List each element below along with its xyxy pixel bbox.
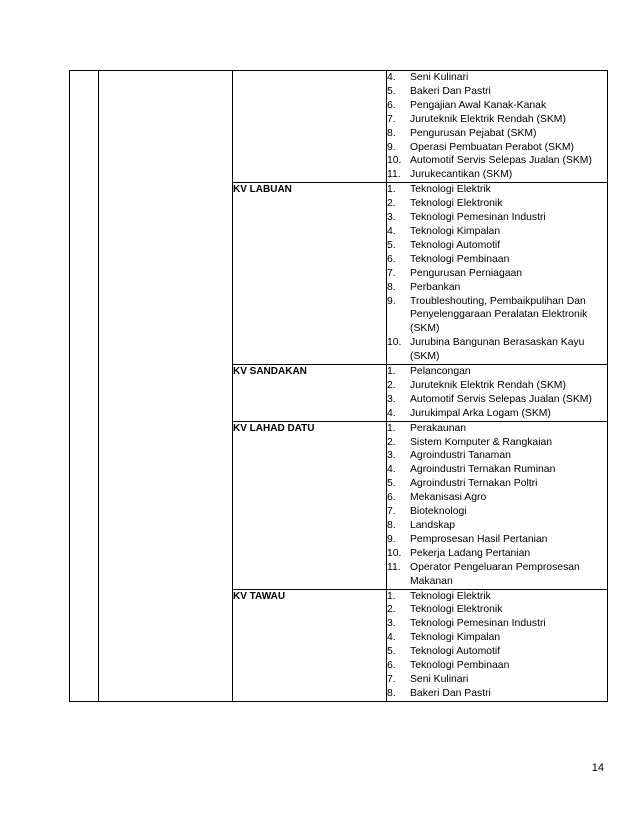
list-item (387, 365, 607, 379)
item-number: 2. (387, 379, 396, 391)
program-name: Seni Kulinari (410, 72, 469, 83)
list-item (387, 127, 607, 141)
list-item (387, 393, 607, 407)
program-name: Operator Pengeluaran Pemprosesan Makanan (410, 561, 580, 587)
item-number: 6. (387, 99, 396, 111)
list-item (387, 505, 607, 519)
list-item (387, 267, 607, 281)
program-name: Agroindustri Ternakan Ruminan (410, 464, 556, 476)
list-item (387, 239, 607, 253)
program-name: Bakeri Dan Pastri (410, 85, 491, 97)
index-column (70, 71, 99, 702)
program-name: Sistem Komputer & Rangkaian (410, 436, 553, 448)
program-list-cell (387, 365, 608, 422)
program-name: Teknologi Automotif (410, 646, 501, 658)
program-name: Juruteknik Elektrik Rendah (SKM) (410, 379, 566, 391)
list-item (387, 547, 607, 561)
item-number: 5. (387, 478, 396, 490)
program-name: Jurubina Bangunan Berasaskan Kayu (SKM) (410, 337, 585, 363)
program-name: Teknologi Pemesinan Industri (410, 618, 546, 630)
program-name: Perakaunan (410, 422, 467, 434)
program-name: Automotif Servis Selepas Jualan (SKM) (410, 155, 592, 167)
list-item (387, 436, 607, 450)
program-name: Teknologi Kimpalan (410, 632, 501, 644)
program-list-cell (387, 589, 608, 701)
list-item (387, 687, 607, 701)
college-programs-table (69, 70, 608, 702)
program-name: Landskap (410, 520, 456, 531)
item-number: 10. (387, 547, 402, 559)
item-number: 7. (387, 113, 396, 125)
college-name: KV SANDAKAN (233, 365, 387, 422)
item-number: 4. (387, 72, 396, 83)
item-number: 4. (387, 632, 396, 644)
college-name: KV TAWAU (233, 589, 387, 701)
item-number: 11. (387, 169, 401, 181)
item-number: 1. (387, 184, 396, 196)
list-item (387, 113, 607, 127)
list-item (387, 407, 607, 421)
list-item (387, 281, 607, 295)
list-item (387, 533, 607, 547)
program-name: Teknologi Elektrik (410, 184, 491, 196)
list-item (387, 253, 607, 267)
college-name: KV LAHAD DATU (233, 421, 387, 589)
list-item (387, 519, 607, 533)
item-number: 1. (387, 422, 396, 434)
item-number: 9. (387, 295, 396, 307)
program-name: Jurukimpal Arka Logam (SKM) (410, 407, 551, 419)
program-name: Perbankan (410, 281, 461, 293)
program-list (387, 590, 607, 701)
program-list (387, 365, 607, 421)
item-number: 2. (387, 436, 396, 448)
program-list (387, 183, 607, 364)
program-list-cell (387, 421, 608, 589)
list-item (387, 659, 607, 673)
program-name: Pengajian Awal Kanak-Kanak (410, 99, 547, 111)
program-name: Pengurusan Pejabat (SKM) (410, 127, 537, 139)
program-list (387, 422, 607, 589)
item-number: 2. (387, 198, 396, 210)
program-name: Teknologi Pembinaan (410, 660, 510, 672)
program-name: Jurukecantikan (SKM) (410, 169, 513, 181)
list-item (387, 85, 607, 99)
item-number: 3. (387, 618, 396, 630)
list-item (387, 99, 607, 113)
program-name: Teknologi Kimpalan (410, 225, 501, 237)
list-item (387, 197, 607, 211)
program-name: Pemprosesan Hasil Pertanian (410, 533, 548, 545)
item-number: 8. (387, 127, 396, 139)
list-item (387, 211, 607, 225)
program-name: Pengurusan Perniagaan (410, 267, 523, 279)
program-name: Agroindustri Ternakan Poltri (410, 478, 538, 490)
program-name: Teknologi Automotif (410, 239, 501, 251)
program-name: Bakeri Dan Pastri (410, 687, 491, 699)
program-name: Agroindustri Tanaman (410, 450, 511, 462)
item-number: 4. (387, 464, 396, 476)
item-number: 2. (387, 604, 396, 616)
program-name: Pekerja Ladang Pertanian (410, 547, 531, 559)
item-number: 7. (387, 267, 396, 279)
list-item (387, 295, 607, 337)
program-name: Pelancongan (410, 366, 471, 378)
list-item (387, 603, 607, 617)
list-item (387, 336, 607, 364)
program-list-cell (387, 71, 608, 183)
item-number: 9. (387, 533, 396, 545)
list-item (387, 590, 607, 604)
list-item (387, 477, 607, 491)
list-item (387, 225, 607, 239)
list-item (387, 183, 607, 197)
item-number: 8. (387, 520, 396, 531)
program-name: Teknologi Elektronik (410, 198, 503, 210)
program-name: Operasi Pembuatan Perabot (SKM) (410, 141, 575, 153)
item-number: 8. (387, 281, 396, 293)
list-item (387, 631, 607, 645)
item-number: 6. (387, 660, 396, 672)
table-body (70, 71, 608, 702)
list-item (387, 645, 607, 659)
page-number: 14 (591, 762, 604, 774)
program-list (387, 71, 607, 182)
program-name: Teknologi Pemesinan Industri (410, 212, 546, 224)
item-number: 1. (387, 590, 396, 602)
college-name: KV LABUAN (233, 183, 387, 365)
item-number: 8. (387, 687, 396, 699)
list-item (387, 422, 607, 436)
program-name: Teknologi Elektronik (410, 604, 503, 616)
table-row (70, 71, 608, 183)
item-number: 5. (387, 85, 396, 97)
item-number: 3. (387, 212, 396, 224)
list-item (387, 154, 607, 168)
program-name: Teknologi Pembinaan (410, 253, 510, 265)
list-item (387, 141, 607, 155)
college-name (233, 71, 387, 183)
item-number: 10. (387, 337, 402, 349)
list-item (387, 463, 607, 477)
program-name: Seni Kulinari (410, 673, 469, 685)
item-number: 6. (387, 253, 396, 265)
item-number: 3. (387, 393, 396, 405)
item-number: 7. (387, 673, 396, 685)
program-name: Troubleshouting, Pembaikpulihan Dan Penyelenggaraan Peralatan Elektronik (SKM) (410, 295, 588, 335)
item-number: 6. (387, 492, 396, 504)
item-number: 3. (387, 450, 396, 462)
item-number: 4. (387, 225, 396, 237)
item-number: 4. (387, 407, 396, 419)
list-item (387, 561, 607, 589)
program-list-cell (387, 183, 608, 365)
program-name: Bioteknologi (410, 506, 467, 518)
program-name: Juruteknik Elektrik Rendah (SKM) (410, 113, 566, 125)
item-number: 1. (387, 366, 396, 378)
list-item (387, 617, 607, 631)
list-item (387, 168, 607, 182)
list-item (387, 379, 607, 393)
item-number: 5. (387, 239, 396, 251)
list-item (387, 491, 607, 505)
program-name: Mekanisasi Agro (410, 492, 487, 504)
list-item (387, 449, 607, 463)
item-number: 5. (387, 646, 396, 658)
item-number: 9. (387, 141, 396, 153)
item-number: 11. (387, 561, 401, 573)
program-name: Automotif Servis Selepas Jualan (SKM) (410, 393, 592, 405)
program-name: Teknologi Elektrik (410, 590, 491, 602)
state-column (99, 71, 233, 702)
list-item (387, 71, 607, 85)
item-number: 7. (387, 506, 396, 518)
list-item (387, 673, 607, 687)
item-number: 10. (387, 155, 402, 167)
